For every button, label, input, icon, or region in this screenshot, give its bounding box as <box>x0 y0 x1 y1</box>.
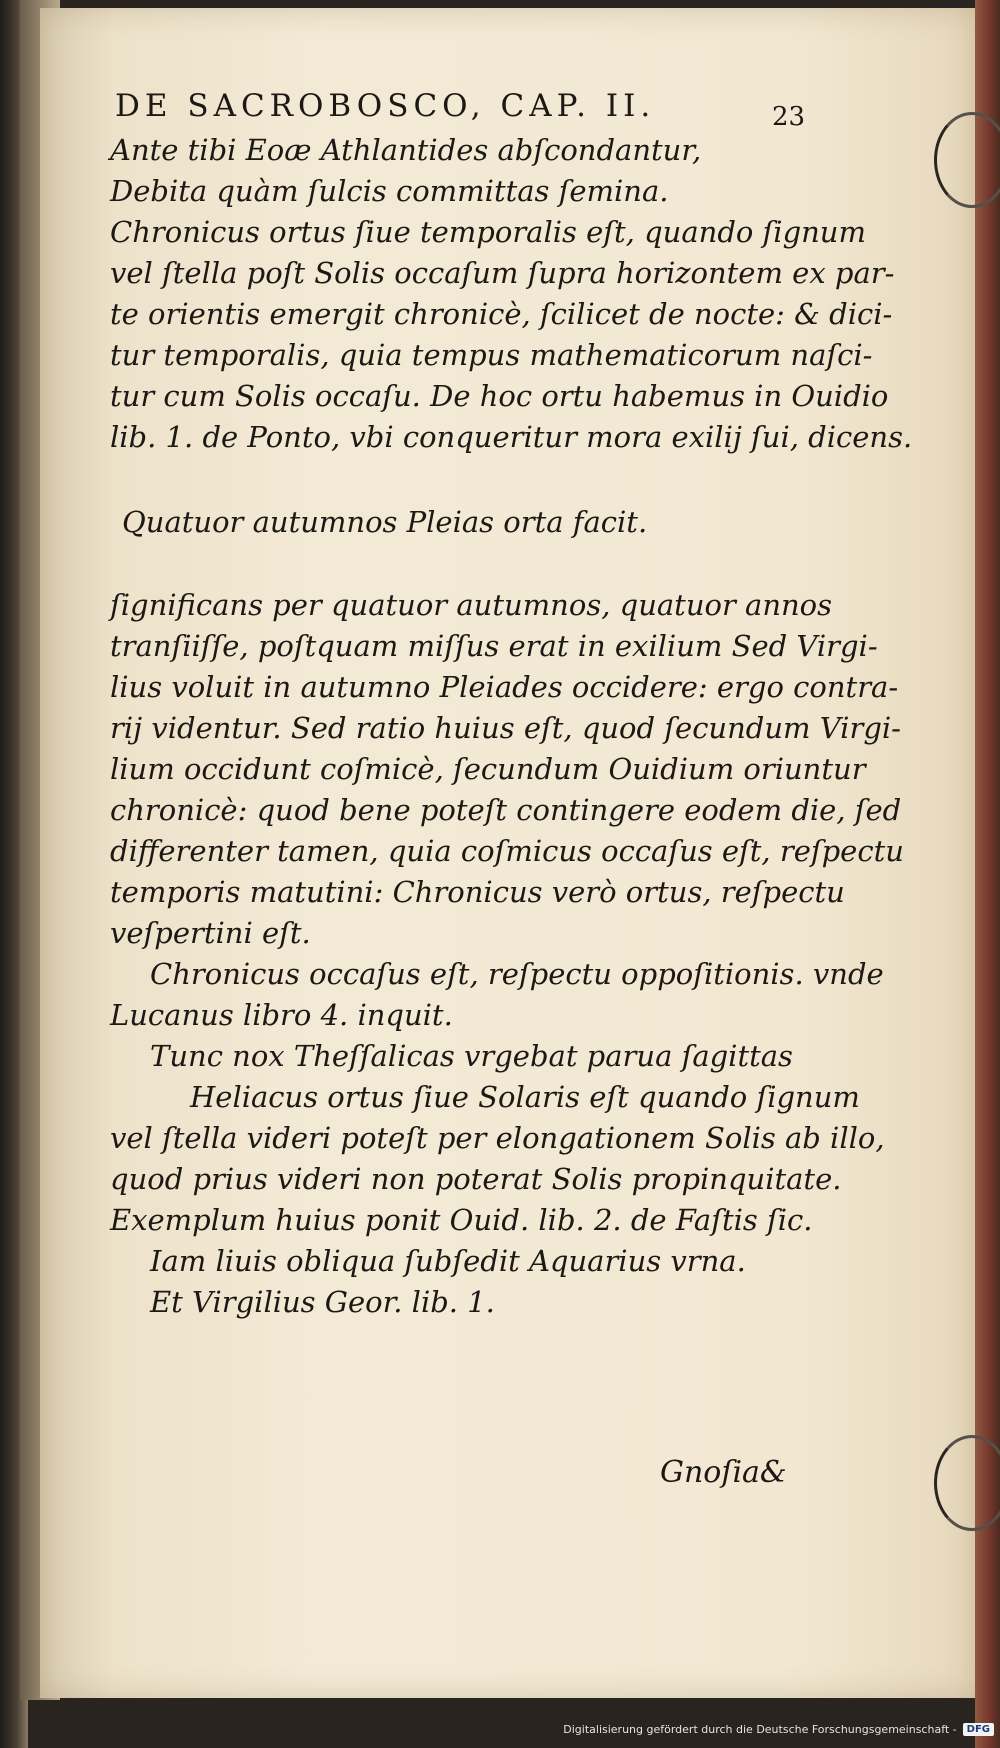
text-line: lius voluit in autumno Pleiades occidere: ergo contra- <box>110 670 899 704</box>
catchword: Gnoſia& <box>660 1455 787 1490</box>
text-line: lium occidunt coſmicè, ſecundum Ouidium oriuntur <box>110 752 866 786</box>
verse-line: Et Virgilius Geor. lib. 1. <box>150 1285 495 1319</box>
text-line: tur temporalis, quia tempus mathematicorum naſci- <box>110 338 873 372</box>
verse-line: Iam liuis obliqua ſubſedit Aquarius vrna. <box>150 1244 746 1278</box>
text-line: Chronicus ortus ſiue temporalis eſt, quando ſignum <box>110 215 866 249</box>
running-title: DE SACROBOSCO, CAP. II. <box>115 88 656 124</box>
text-line: Debita quàm ſulcis committas ſemina. <box>110 174 669 208</box>
text-line: vel ſtella poſt Solis occaſum ſupra horizontem ex par- <box>110 256 895 290</box>
text-line: quod prius videri non poterat Solis propinquitate. <box>110 1162 842 1196</box>
text-line: temporis matutini: Chronicus verò ortus, reſpectu <box>110 875 845 909</box>
text-line: te orientis emergit chronicè, ſcilicet de nocte: & dici- <box>110 297 893 331</box>
page-text <box>110 130 913 1323</box>
footer-credit: Digitalisierung gefördert durch die Deutsche Forschungsgemeinschaft - <box>563 1722 957 1736</box>
text-line: differenter tamen, quia coſmicus occaſus eſt, reſpectu <box>110 834 904 868</box>
text-line: rij videntur. Sed ratio huius eſt, quod ſecundum Virgi- <box>110 711 901 745</box>
digitization-footer <box>563 1718 994 1740</box>
text-line: chronicè: quod bene poteſt contingere eodem die, ſed <box>110 793 902 827</box>
page-number: 23 <box>772 102 806 132</box>
verse-line: Tunc nox Theſſalicas vrgebat parua ſagittas <box>150 1039 793 1073</box>
binding-ring-bottom <box>934 1435 1000 1531</box>
text-line: Ante tibi Eoæ Athlantides abſcondantur, <box>110 133 702 167</box>
text-line: veſpertini eſt. <box>110 916 311 950</box>
text-line: tranſiiſſe, poſtquam miſſus erat in exilium Sed Virgi- <box>110 629 878 663</box>
text-line: ſignificans per quatuor autumnos, quatuor annos <box>110 588 833 622</box>
text-line: Lucanus libro 4. inquit. <box>110 998 453 1032</box>
dfg-logo-icon: DFG <box>963 1723 994 1736</box>
text-line: Chronicus occaſus eſt, reſpectu oppoſitionis. vnde <box>150 957 884 991</box>
binding-ring-top <box>934 112 1000 208</box>
verse-line: Quatuor autumnos Pleias orta facit. <box>122 505 648 539</box>
running-header <box>115 88 815 124</box>
text-line: Exemplum huius ponit Ouid. lib. 2. de Faſtis ſic. <box>110 1203 813 1237</box>
text-line: vel ſtella videri poteſt per elongationem Solis ab illo, <box>110 1121 885 1155</box>
text-line: lib. 1. de Ponto, vbi conqueritur mora exilij ſui, dicens. <box>110 420 913 454</box>
text-line: Heliacus ortus ſiue Solaris eſt quando ſignum <box>190 1080 860 1114</box>
text-line: tur cum Solis occaſu. De hoc ortu habemus in Ouidio <box>110 379 889 413</box>
